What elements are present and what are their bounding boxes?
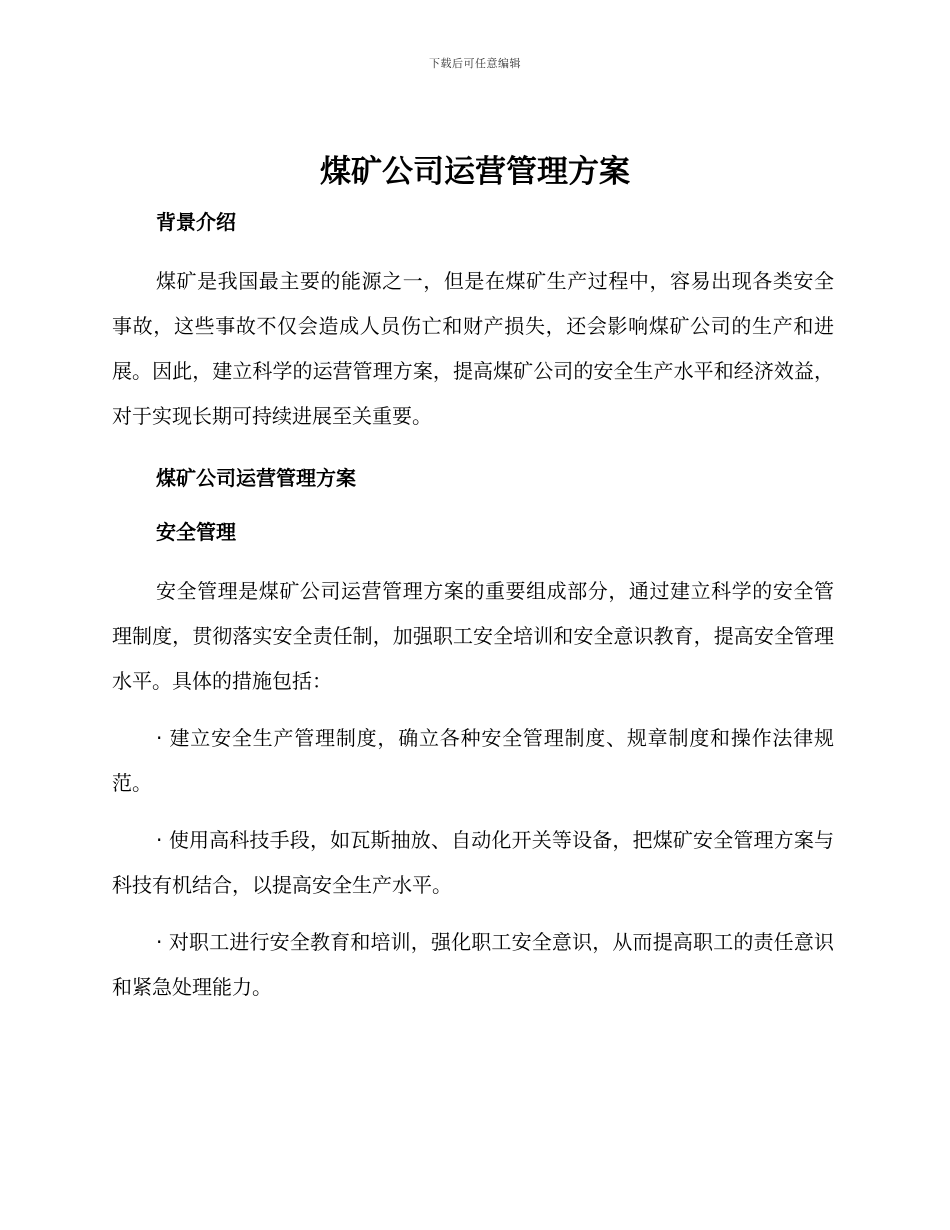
section-heading-plan: 煤矿公司运营管理方案 xyxy=(156,466,356,490)
paragraph-background: 煤矿是我国最主要的能源之一，但是在煤矿生产过程中，容易出现各类安全事故，这些事故不仅会造成人员伤亡和财产损失，还会影响煤矿公司的生产和进展。因此，建立科学的运营管理方案，提高煤矿公司的安全生产水平和经济效益，对于实现长期可持续进展至关重要。 xyxy=(112,269,834,428)
section-heading-safety: 安全管理 xyxy=(156,520,236,544)
list-item: · 使用高科技手段，如瓦斯抽放、自动化开关等设备，把煤矿安全管理方案与科技有机结合，以提高安全生产水平。 xyxy=(112,828,834,897)
document-body xyxy=(112,205,834,1010)
list-item: · 建立安全生产管理制度，确立各种安全管理制度、规章制度和操作法律规范。 xyxy=(112,726,834,795)
list-item: · 对职工进行安全教育和培训，强化职工安全意识，从而提高职工的责任意识和紧急处理能力。 xyxy=(112,930,834,999)
section-heading-background: 背景介绍 xyxy=(156,210,236,234)
document-title: 煤矿公司运营管理方案 xyxy=(320,154,630,190)
header-note: 下载后可任意编辑 xyxy=(429,57,521,70)
paragraph-safety: 安全管理是煤矿公司运营管理方案的重要组成部分，通过建立科学的安全管理制度，贯彻落实安全责任制，加强职工安全培训和安全意识教育，提高安全管理水平。具体的措施包括： xyxy=(112,579,834,693)
